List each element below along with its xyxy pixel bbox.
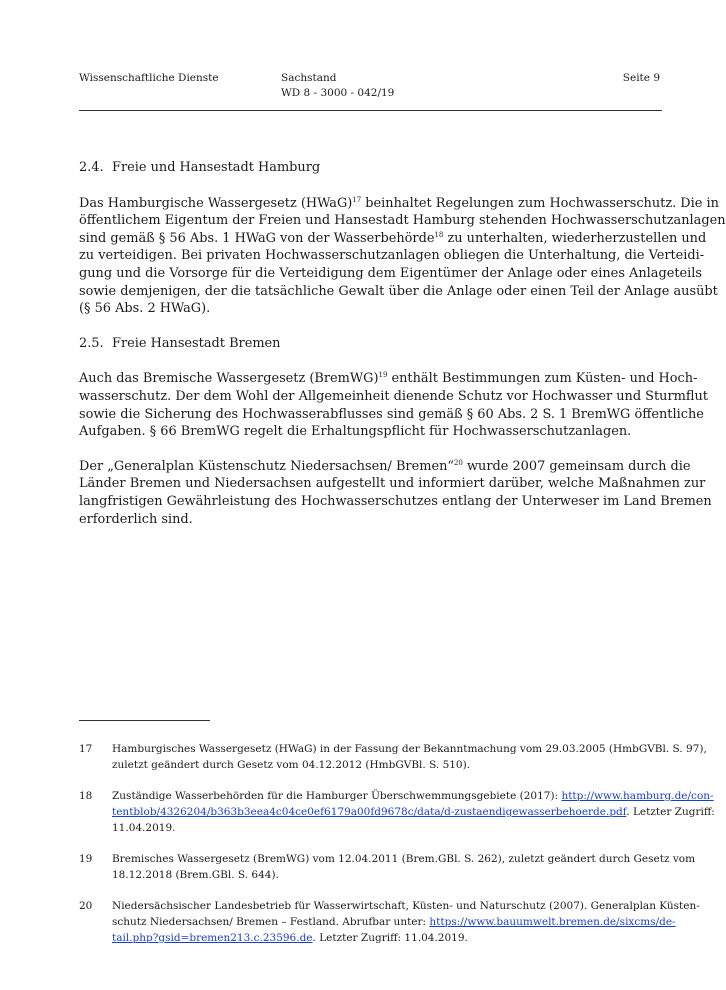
footnotes [79, 741, 715, 961]
footnote-line [112, 914, 676, 930]
footnote-line [112, 898, 700, 914]
footnote-line [112, 851, 696, 867]
footnote-19 [79, 851, 696, 883]
text-line [79, 195, 719, 213]
text-span: sind gemäß § 56 Abs. 1 HWaG von der Wasserbehörde [79, 230, 435, 246]
text-span: Auch das Bremische Wassergesetz (BremWG) [79, 371, 379, 387]
text-span: Das Hamburgische Wassergesetz (HWaG) [79, 195, 353, 211]
text-span: Niedersächsischer Landesbetrieb für Wasserwirtschaft, Küsten- und Naturschutz (2007). Generalplan Küsten- [112, 900, 700, 912]
text-span: (§ 56 Abs. 2 HWaG). [79, 301, 211, 317]
text-line [79, 493, 712, 511]
text-line [79, 212, 726, 230]
footnote-line [112, 820, 663, 836]
footnote-20 [79, 898, 700, 946]
text-span: Bremisches Wassergesetz (BremWG) vom 12.04.2011 (Brem.GBl. S. 262), zuletzt geändert durch Gesetz vom [112, 853, 696, 865]
text-span: Der „Generalplan Küstenschutz Niedersachsen/ Bremen“ [79, 458, 454, 474]
footnote-line [112, 741, 707, 757]
text-line [79, 475, 706, 493]
footnote-reference[interactable]: 19 [378, 371, 388, 380]
text-line [79, 283, 718, 301]
text-span: wurde 2007 gemeinsam durch die [462, 458, 691, 474]
text-span: öffentlichem Eigentum der Freien und Hansestadt Hamburg stehenden Hochwasserschutzanlagen [79, 213, 726, 229]
text-span: beinhaltet Regelungen zum Hochwasserschutz. Die in [361, 195, 719, 211]
text-line [79, 300, 663, 318]
header-document-info [281, 71, 394, 101]
footnote-line [112, 788, 714, 804]
paragraph [79, 370, 708, 440]
text-span: langfristigen Gewährleistung des Hochwasserschutzes entlang der Unterweser im Land Bremen [79, 493, 712, 509]
section-title: Freie Hansestadt Bremen [112, 335, 281, 351]
footnote-link[interactable]: tail.php?gsid=bremen213.c.23596.de [112, 932, 313, 944]
text-span: zu unterhalten, wiederherzustellen und [443, 230, 707, 246]
main-content [79, 159, 726, 545]
text-span: Zuständige Wasserbehörden für die Hamburger Überschwemmungsgebiete (2017): [112, 790, 562, 802]
text-line [79, 406, 704, 424]
text-span: sowie demjenigen, der die tatsächliche Gewalt über die Anlage oder einen Teil der Anlage ausübt [79, 283, 718, 299]
text-line [79, 388, 708, 406]
text-span: schutz Niedersachsen/ Bremen – Festland. Abrufbar unter: [112, 916, 430, 928]
section-title: Freie und Hansestadt Hamburg [112, 160, 321, 175]
section-number: 2.4. [79, 160, 104, 175]
text-span: wasserschutz. Der dem Wohl der Allgemeinheit dienende Schutz vor Hochwasser und Sturmflut [79, 388, 708, 404]
text-line [79, 458, 691, 476]
text-span: Hamburgisches Wassergesetz (HWaG) in der Fassung der Bekanntmachung vom 29.03.2005 (HmbGVBl. S. 97), [112, 743, 707, 755]
section-heading [79, 335, 663, 353]
header-divider [79, 110, 662, 111]
footnote-number: 19 [79, 853, 93, 865]
footnote-line [112, 804, 715, 820]
text-span: Aufgaben. § 66 BremWG regelt die Erhaltungspflicht für Hochwasserschutzanlagen. [79, 424, 632, 440]
footnote-17 [79, 741, 707, 773]
header-doc-number: WD 8 - 3000 - 042/19 [281, 87, 395, 99]
footnote-link[interactable]: https://www.bauumwelt.bremen.de/sixcms/de- [429, 916, 676, 928]
text-line [79, 370, 698, 388]
footnote-line [112, 757, 663, 773]
footnote-link[interactable]: tentblob/4326204/b363b3eea4c04ce0ef6179a00fd9678c/data/d-zustaendigewasserbehoerde.pdf [112, 806, 627, 818]
text-span: Länder Bremen und Niedersachsen aufgestellt und informiert darüber, welche Maßnahmen zur [79, 476, 706, 492]
text-line [79, 230, 707, 248]
paragraph [79, 195, 726, 318]
text-span: sowie die Sicherung des Hochwasserabflusses sind gemäß § 60 Abs. 2 S. 1 BremWG öffentliche [79, 406, 704, 422]
section-number: 2.5. [79, 335, 104, 351]
text-span: enthält Bestimmungen zum Küsten- und Hoch- [387, 371, 698, 387]
header-doc-type: Sachstand [281, 72, 337, 84]
page-number: Seite 9 [622, 72, 660, 84]
section-heading [79, 159, 663, 177]
text-span: . Letzter Zugriff: [626, 806, 715, 818]
text-line [79, 247, 705, 265]
text-span: zuletzt geändert durch Gesetz vom 04.12.2012 (HmbGVBl. S. 510). [112, 759, 471, 771]
text-line [79, 265, 702, 283]
footnote-line [112, 867, 663, 883]
footnote-line [112, 930, 663, 946]
header-institution: Wissenschaftliche Dienste [79, 72, 219, 84]
text-span: . Letzter Zugriff: 11.04.2019. [312, 932, 468, 944]
text-line [79, 423, 663, 441]
text-span: 18.12.2018 (Brem.GBl. S. 644). [112, 869, 279, 881]
paragraph [79, 458, 712, 528]
footnote-divider [79, 720, 210, 721]
footnote-reference[interactable]: 18 [434, 230, 444, 239]
text-span: 11.04.2019. [112, 822, 176, 834]
text-span: erforderlich sind. [79, 511, 193, 527]
footnote-link[interactable]: http://www.hamburg.de/con- [561, 790, 714, 802]
text-span: gung und die Vorsorge für die Verteidigung dem Eigentümer der Anlage oder eines Anlageteils [79, 265, 702, 281]
footnote-18 [79, 788, 715, 836]
text-span: zu verteidigen. Bei privaten Hochwasserschutzanlagen obliegen die Unterhaltung, die Verteidi- [79, 248, 705, 264]
footnote-reference[interactable]: 17 [352, 195, 362, 204]
footnote-number: 20 [79, 900, 93, 912]
footnote-number: 17 [79, 743, 93, 755]
footnote-reference[interactable]: 20 [453, 458, 463, 467]
footnote-number: 18 [79, 790, 93, 802]
text-line [79, 511, 663, 529]
